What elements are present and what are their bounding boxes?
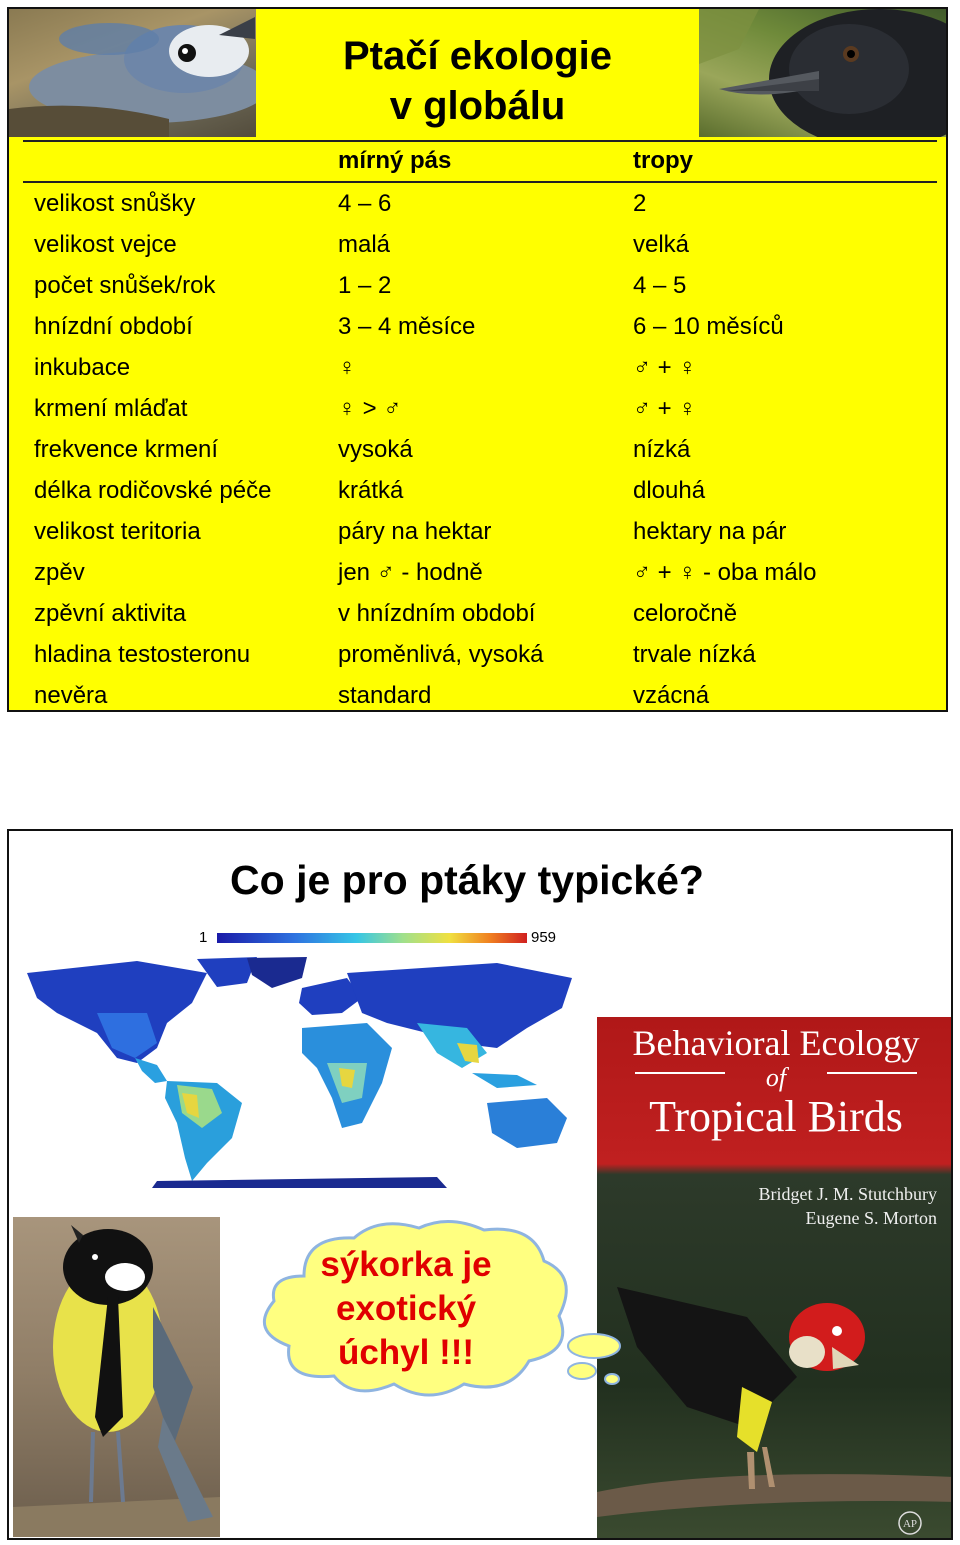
book-author-2: Eugene S. Morton <box>805 1208 937 1228</box>
book-title-line-3: Tropical Birds <box>649 1092 903 1141</box>
table-row <box>34 593 934 634</box>
temperate-value: 3 – 4 měsíce <box>338 313 476 340</box>
row-label: hladina testosteronu <box>34 641 251 668</box>
legend-color-ramp <box>217 933 527 943</box>
column-header-temperate: mírný pás <box>338 147 452 174</box>
slide-what-is-typical <box>7 829 953 1540</box>
row-label: velikost vejce <box>34 231 177 258</box>
publisher-mark: AP <box>902 1518 918 1530</box>
temperate-value: malá <box>338 231 391 258</box>
temperate-value: vysoká <box>338 436 413 463</box>
thought-bubble-text <box>271 1243 541 1375</box>
book-title-line-2: of <box>765 1063 787 1092</box>
world-species-map <box>17 953 583 1188</box>
tropics-value: 2 <box>633 190 647 217</box>
row-label: velikost teritoria <box>34 518 201 545</box>
row-label: krmení mláďat <box>34 395 188 422</box>
temperate-value: ♀ > ♂ <box>338 395 402 422</box>
table-row <box>34 183 934 224</box>
slide-bird-ecology-table <box>7 7 948 712</box>
blue-bird-photo <box>9 9 256 137</box>
title-line-2: v globálu <box>389 84 566 128</box>
row-label: frekvence krmení <box>34 436 219 463</box>
bubble-line-3: úchyl !!! <box>337 1333 475 1372</box>
title-line-1: Ptačí ekologie <box>343 34 612 78</box>
tropics-value: nízká <box>633 436 691 463</box>
row-label: počet snůšek/rok <box>34 272 216 299</box>
bubble-line-1: sýkorka je <box>320 1245 492 1284</box>
great-tit-illustration <box>13 1217 220 1537</box>
temperate-value: krátká <box>338 477 404 504</box>
comparison-table <box>34 183 934 712</box>
table-row <box>34 634 934 675</box>
tropics-value: velká <box>633 231 690 258</box>
table-row <box>34 429 934 470</box>
temperate-value: ♀ <box>338 354 356 381</box>
book-cover <box>597 1017 953 1540</box>
tropics-value: ♂ + ♀ <box>633 395 697 422</box>
book-authors <box>597 1182 937 1230</box>
tropics-value: dlouhá <box>633 477 706 504</box>
tropics-value: 6 – 10 měsíců <box>633 313 784 340</box>
legend-max-label: 959 <box>531 929 557 946</box>
manakin-bird-illustration <box>597 1227 953 1540</box>
table-row <box>34 552 934 593</box>
legend-min-label: 1 <box>199 929 208 946</box>
tropics-value: vzácná <box>633 682 710 709</box>
table-row <box>34 347 934 388</box>
blue-bird-illustration <box>9 9 256 137</box>
tropics-value: trvale nízká <box>633 641 756 668</box>
table-row <box>34 265 934 306</box>
header-top-rule <box>23 140 937 142</box>
temperate-value: jen ♂ - hodně <box>338 559 483 586</box>
table-row <box>34 306 934 347</box>
black-bird-photo <box>699 9 948 137</box>
book-title-rule-left <box>635 1072 725 1074</box>
temperate-value: 1 – 2 <box>338 272 392 299</box>
row-label: hnízdní období <box>34 313 193 340</box>
black-bird-illustration <box>699 9 948 137</box>
table-row <box>34 388 934 429</box>
tropics-value: ♂ + ♀ - oba málo <box>633 559 817 586</box>
temperate-value: standard <box>338 682 432 709</box>
temperate-value: proměnlivá, vysoká <box>338 641 544 668</box>
row-label: zpěvní aktivita <box>34 600 187 627</box>
table-row <box>34 470 934 511</box>
temperate-value: v hnízdním období <box>338 600 536 627</box>
temperate-value: páry na hektar <box>338 518 492 545</box>
row-label: inkubace <box>34 354 131 381</box>
book-title-line-1: Behavioral Ecology <box>632 1023 920 1063</box>
column-header-tropics: tropy <box>633 147 693 174</box>
table-row <box>34 224 934 265</box>
slide-title <box>256 31 699 131</box>
temperate-value: 4 – 6 <box>338 190 392 217</box>
bubble-line-2: exotický <box>335 1289 477 1328</box>
book-title <box>597 1023 953 1141</box>
table-row <box>34 511 934 552</box>
book-title-rule-right <box>827 1072 917 1074</box>
tropics-value: hektary na pár <box>633 518 787 545</box>
row-label: zpěv <box>34 559 85 586</box>
row-label: délka rodičovské péče <box>34 477 272 504</box>
great-tit-photo <box>13 1217 220 1537</box>
table-row <box>34 675 934 712</box>
row-label: nevěra <box>34 682 108 709</box>
tropics-value: 4 – 5 <box>633 272 687 299</box>
book-author-1: Bridget J. M. Stutchbury <box>758 1184 937 1204</box>
question-title: Co je pro ptáky typické? <box>230 857 704 903</box>
tropics-value: celoročně <box>633 600 738 627</box>
row-label: velikost snůšky <box>34 190 196 217</box>
tropics-value: ♂ + ♀ <box>633 354 697 381</box>
